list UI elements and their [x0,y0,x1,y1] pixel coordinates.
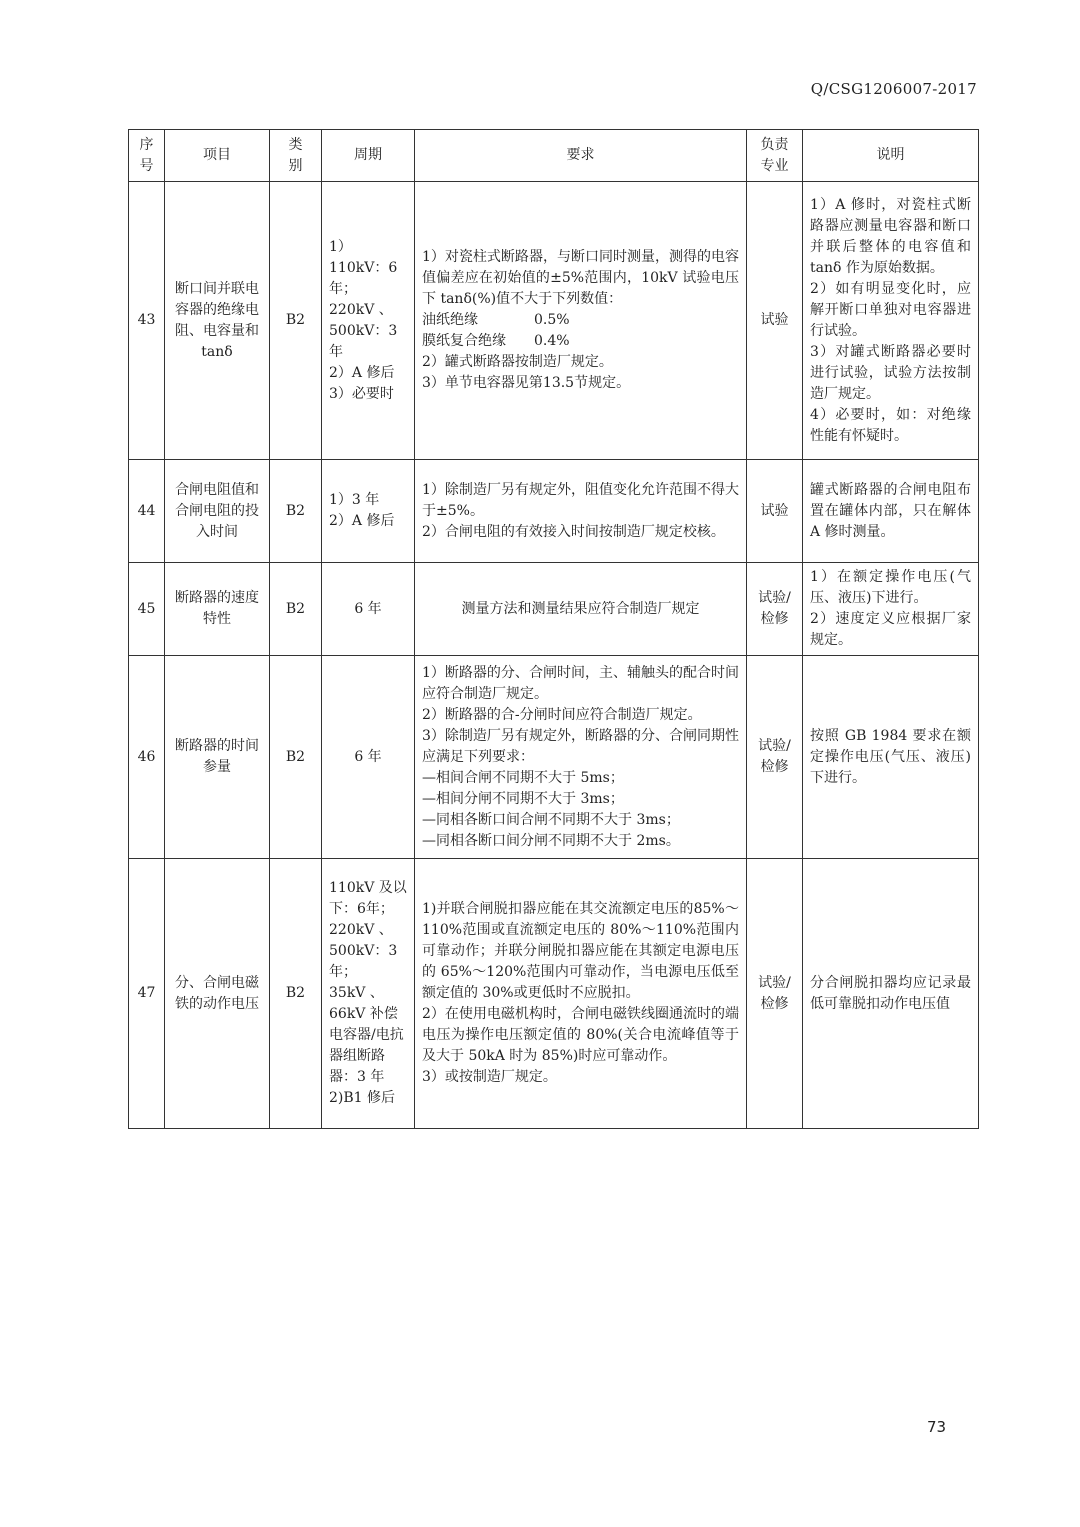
column-header: 周期 [322,130,415,182]
row-number: 46 [129,656,165,859]
note [803,656,979,859]
requirement-line: 测量方法和测量结果应符合制造厂规定 [461,600,700,617]
note-line: 3）对罐式断路器必要时进行试验，试验方法按制造厂规定。 [810,343,971,402]
requirement-line: 3）或按制造厂规定。 [422,1069,557,1085]
column-header: 负责 专业 [747,130,803,182]
note [803,563,979,656]
row-number: 47 [129,859,165,1129]
note [803,182,979,460]
item-name: 断路器的时间参量 [165,656,270,859]
period [322,182,415,460]
requirement-line: 2）合闸电阻的有效接入时间按制造厂规定校核。 [422,523,725,540]
requirement-line: 2）在使用电磁机构时，合闸电磁铁线圈通流时的端电压为操作电压额定值的 80%(关合电流峰值等于及大于 50kA 时为 85%)时应可靠动作。 [422,1006,739,1064]
period-line: 6 年 [354,600,382,617]
note-line: 1）A 修时，对瓷柱式断路器应测量电容器和断口并联后整体的电容值和 tanδ 作为原始数据。 [810,196,971,276]
note-line: 2）速度定义应根据厂家规定。 [810,611,971,648]
column-header: 项目 [165,130,270,182]
period-line: 2）A 修后 [329,364,395,381]
note-line: 1）在额定操作电压(气压、液压)下进行。 [810,569,971,606]
period-line: 110kV 及以下：6年； [329,880,407,917]
requirement-line: 3）除制造厂另有规定外，断路器的分、合闸同期性应满足下列要求： [422,727,739,765]
category: B2 [270,859,322,1129]
note-line: 2）如有明显变化时，应解开断口单独对电容器进行试验。 [810,280,971,339]
category: B2 [270,563,322,656]
column-header: 说明 [803,130,979,182]
period-line: 1）3 年 [329,492,380,508]
requirement-line: 1）对瓷柱式断路器，与断口同时测量，测得的电容值偏差应在初始值的±5%范围内，10kV 试验电压下 tanδ(%)值不大于下列数值： [422,249,739,307]
requirement-line: —同相各断口间合闸不同期不大于 3ms； [422,811,680,828]
item-name: 合闸电阻值和合闸电阻的投入时间 [165,460,270,563]
note-line: 罐式断路器的合闸电阻布置在罐体内部，只在解体 A 修时测量。 [810,481,971,540]
document-code: Q/CSG1206007-2017 [810,80,977,98]
note-line: 分合闸脱扣器均应记录最低可靠脱扣动作电压值 [810,974,971,1012]
table-header-row [129,130,979,182]
requirement-line: —相间分闸不同期不大于 3ms； [422,790,624,807]
category: B2 [270,182,322,460]
period-line: 2)B1 修后 [329,1090,396,1106]
row-number: 43 [129,182,165,460]
requirement [415,656,747,859]
table-row [129,859,979,1129]
requirement-line: 1）断路器的分、合闸时间，主、辅触头的配合时间应符合制造厂规定。 [422,664,739,702]
responsible-dept: 试验/检修 [747,656,803,859]
period [322,656,415,859]
note-line: 4）必要时，如：对绝缘性能有怀疑时。 [810,406,971,444]
period-line: 1）110kV：6年； [329,238,398,297]
category: B2 [270,656,322,859]
item-name: 断路器的速度特性 [165,563,270,656]
requirement-line: 3）单节电容器见第13.5节规定。 [422,375,631,391]
note [803,460,979,563]
requirement-line: 2）断路器的合-分闸时间应符合制造厂规定。 [422,706,702,723]
column-header: 类 别 [270,130,322,182]
requirement [415,859,747,1129]
responsible-dept: 试验 [747,460,803,563]
item-name: 断口间并联电容器的绝缘电阻、电容量和 tanδ [165,182,270,460]
requirement-line: 油纸绝缘 0.5% [422,312,570,328]
row-number: 45 [129,563,165,656]
period [322,460,415,563]
requirement-line: 1)并联合闸脱扣器应能在其交流额定电压的85%～110%范围或直流额定电压的 80%～110%范围内可靠动作；并联分闸脱扣器应能在其额定电源电压的 65%～120%范围内可靠动作，当电源电压低至额定值的 30%或更低时不应脱扣。 [422,901,739,1001]
note [803,859,979,1129]
category: B2 [270,460,322,563]
responsible-dept: 试验 [747,182,803,460]
requirement-line: —同相各断口间分闸不同期不大于 2ms。 [422,832,680,849]
column-header: 要求 [415,130,747,182]
period-line: 220kV 、500kV：3年 [329,301,398,360]
item-name: 分、合闸电磁铁的动作电压 [165,859,270,1129]
period-line: 2）A 修后 [329,513,395,529]
period [322,563,415,656]
table-body [129,182,979,1129]
requirement-line: 2）罐式断路器按制造厂规定。 [422,354,613,370]
page-number: 73 [927,1418,947,1436]
table-row [129,656,979,859]
table-row [129,460,979,563]
column-header: 序 号 [129,130,165,182]
responsible-dept: 试验/检修 [747,859,803,1129]
responsible-dept: 试验/检修 [747,563,803,656]
table-row [129,182,979,460]
period-line: 35kV 、66kV 补偿电容器/电抗器组断路器：3 年 [329,985,404,1085]
period [322,859,415,1129]
period-line: 3）必要时 [329,385,394,402]
requirement [415,182,747,460]
requirement [415,460,747,563]
period-line: 6 年 [354,748,382,765]
requirement-line: —相间合闸不同期不大于 5ms； [422,769,624,786]
row-number: 44 [129,460,165,563]
note-line: 按照 GB 1984 要求在额定操作电压(气压、液压)下进行。 [810,727,971,786]
test-items-table [128,129,979,1129]
period-line: 220kV 、500kV：3年； [329,922,398,980]
table-row [129,563,979,656]
requirement [415,563,747,656]
requirement-line: 膜纸复合绝缘 0.4% [422,333,570,349]
requirement-line: 1）除制造厂另有规定外，阻值变化允许范围不得大于±5%。 [422,481,739,519]
